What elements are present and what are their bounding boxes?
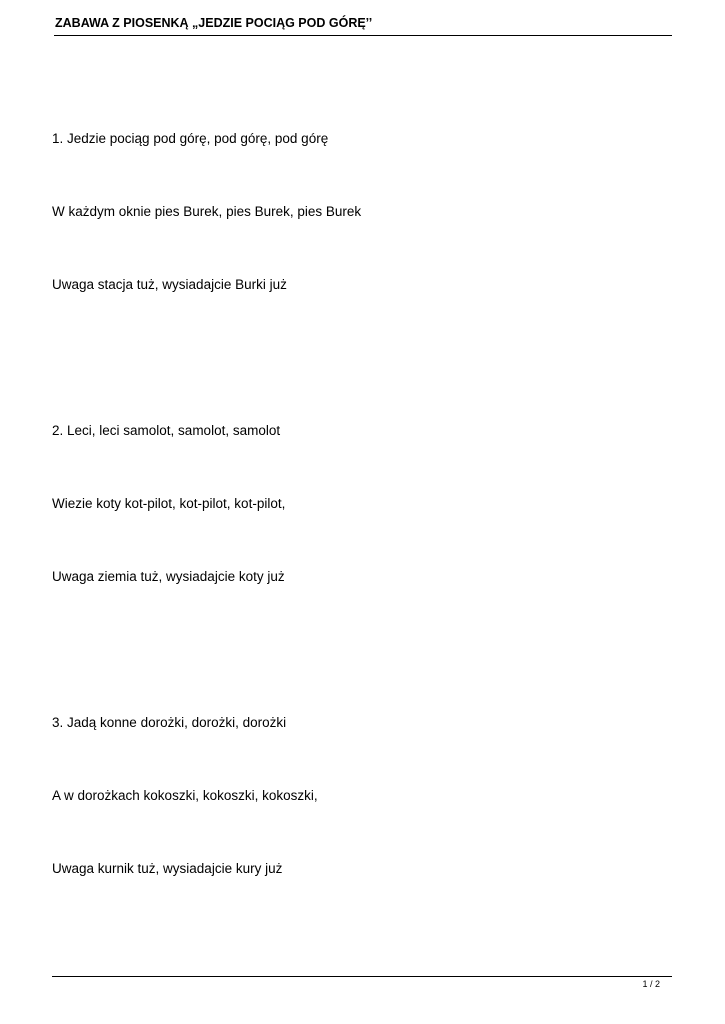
verse-3-line-3: Uwaga kurnik tuż, wysiadajcie kury już (52, 861, 283, 876)
verse-1-line-2: W każdym oknie pies Burek, pies Burek, pies Burek (52, 204, 362, 219)
page-footer (52, 976, 672, 997)
verse-1-line-1: 1. Jedzie pociąg pod górę, pod górę, pod górę (52, 131, 329, 146)
page-header (54, 14, 672, 36)
page-number: 1 / 2 (642, 979, 660, 989)
verse-2-line-1: 2. Leci, leci samolot, samolot, samolot (52, 423, 281, 438)
verse-1-line-3: Uwaga stacja tuż, wysiadajcie Burki już (52, 277, 287, 292)
page-title: ZABAWA Z PIOSENKĄ „JEDZIE POCIĄG POD GÓRĘ’’ (55, 16, 373, 30)
verse-3-line-2: A w dorożkach kokoszki, kokoszki, kokoszki, (52, 788, 318, 803)
verse-3-line-1: 3. Jadą konne dorożki, dorożki, dorożki (52, 715, 287, 730)
verse-2-line-3: Uwaga ziemia tuż, wysiadajcie koty już (52, 569, 285, 584)
verse-2-line-2: Wiezie koty kot-pilot, kot-pilot, kot-pilot, (52, 496, 286, 511)
